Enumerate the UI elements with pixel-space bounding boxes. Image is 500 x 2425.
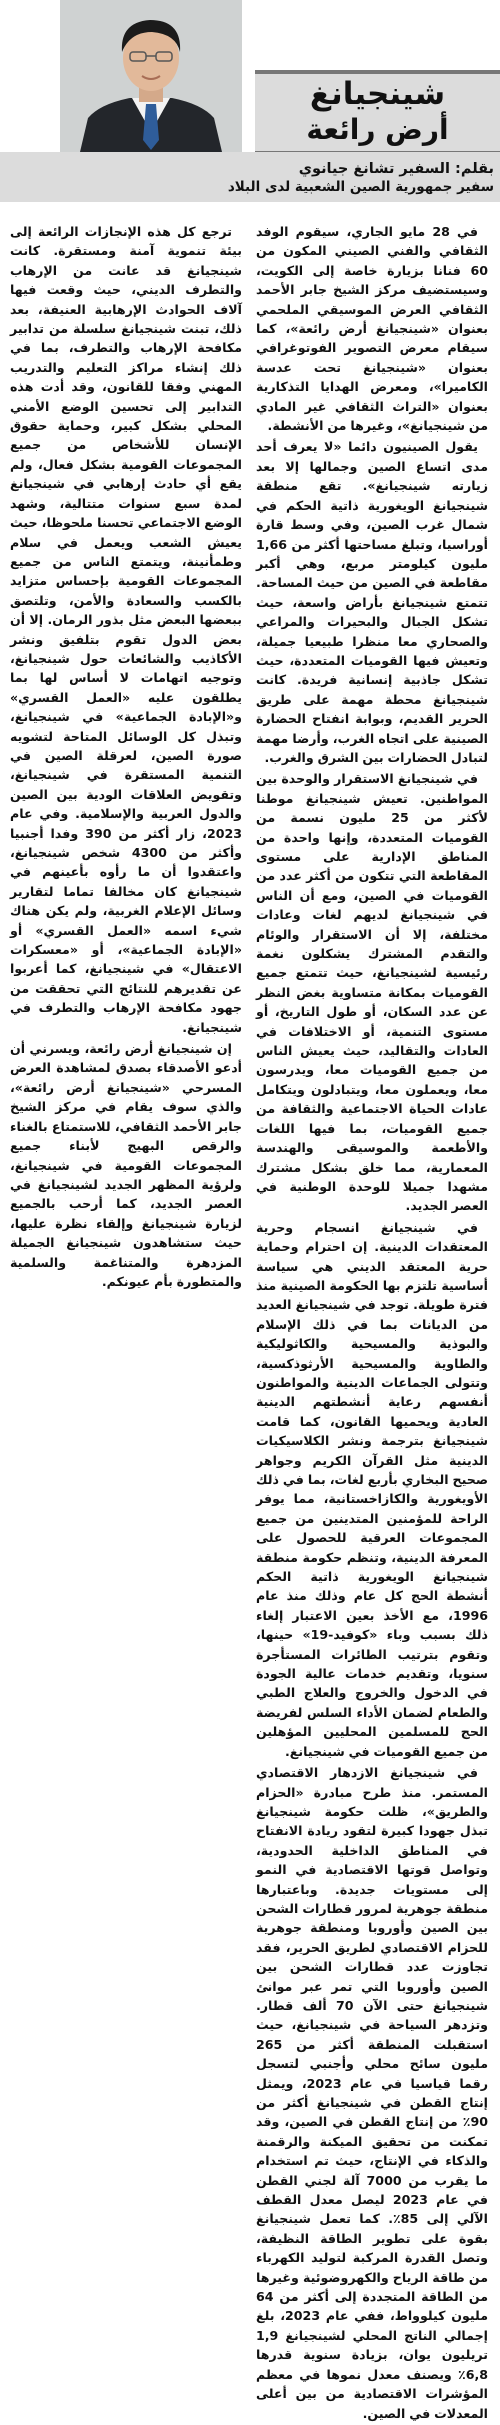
paragraph-security: ترجع كل هذه الإنجازات الرائعة إلى بيئة تنموية آمنة ومستقرة. كانت شينجيانغ قد عانت من الإرهاب والتطرف الديني، حيث وقعت فيها آلاف الحوادث الإرهابية العنيفة، بعد ذلك، تبنت شينجيانغ سلسلة من تدابير مكافحة الإرهاب والتطرف، بما في ذلك إنشاء مراكز التعليم والتدريب المهني وفقا للقانون، وقد أدت هذه التدابير إلى تحسين الوضع الأمني المحلي بشكل كبير، وحماية حقوق الإنسان للأشخاص من جميع المجموعات القومية بشكل فعال، ولم يقع أي حادث إرهابي في شينجيانغ لمدة سبع سنوات متتالية، وشهد الوضع الاجتماعي تحسنا ملحوظا، حيث يعيش الشعب ويعمل في سلام وطمأنينة، ويتمتع الناس من جميع المجموعات القومية بإحساس متزايد بالكسب والسعادة والأمن، وتلتصق ببعضها البعض مثل بذور الرمان. إلا أن بعض الدول تقوم بتلفيق ونشر الأكاذيب والشائعات حول شينجيانغ، وتوجيه اتهامات لا أساس لها بما يطلقون عليه «العمل القسري» و«الإبادة الجماعية» في شينجيانغ، وتبذل كل الوسائل المتاحة لتشويه صورة الصين، لعرقلة الصين في التنمية المستقرة في شينجيانغ، وتقويض العلاقات الودية بين الصين والدول العربية والإسلامية. وفي عام 2023، زار أكثر من 390 وفدا أجنبيا وأكثر من 4300 شخص شينجيانغ، واعتقدوا أن ما رأوه بأعينهم في شينجيانغ كان مخالفا تماما لتقارير وسائل الإعلام الغربية، ولم يكن هناك شيء اسمه «العمل القسري» أو «الإبادة الجماعية»، أو «معسكرات الاعتقال» في شينجيانغ، كما أعربوا عن تقديرهم للنتائج التي تحققت من جهود مكافحة الإرهاب والتطرف في شينجيانغ. bbox=[10, 224, 243, 1035]
byline-title: سفير جمهورية الصين الشعبية لدى البلاد bbox=[227, 179, 494, 195]
byline-author: بقلم: السفير تشانغ جيانوي bbox=[298, 161, 494, 177]
paragraph-religion: في شينجيانغ انسجام وحرية المعتقدات الدينية. إن احترام وحماية حرية المعتقد الديني هي سياسة أساسية تلتزم بها الحكومة الصينية منذ فترة طويلة. توجد في شينجيانغ العديد من الديانات بما في ذلك الإسلام والبوذية والمسيحية والكاثوليكية والطاوية والمسيحية الأرثوذكسية، وتتولى الجماعات الدينية والمواطنون أنفسهم رعاية أنشطتهم الدينية العادية ويحميها القانون، كما قامت شينجيانغ بترجمة ونشر الكلاسيكيات الدينية مثل القرآن الكريم وجواهر صحيح البخاري بأربع لغات، بما في ذلك الأويغورية والكازاخستانية، مما يوفر الراحة للمؤمنين المتدينين من جميع المجموعات العرقية للحصول على المعرفة الدينية، وتنظم حكومة منطقة شينجيانغ الويغورية ذاتية الحكم أنشطة الحج كل عام وذلك منذ عام 1996، مع الأخذ بعين الاعتبار إلغاء ذلك بسبب وباء «كوفيد-19» حينها، وتقوم بترتيب الطائرات المستأجرة سنويا، وتقديم خدمات عالية الجودة في الدخول والخروج والعلاج الطبي والطعام لضمان الأداء السلس لفريضة الحج للمسلمين المحليين المؤهلين من جميع القوميات في شينجيانغ. bbox=[256, 1219, 488, 1759]
paragraph-intro: في 28 مايو الجاري، سيقوم الوفد الثقافي والفني الصيني المكون من 60 فنانا بزيارة خاصة إلى الكويت، وسيستضيف مركز الشيخ جابر الأحمد الثقافي العرض الموسيقي الملحمي بعنوان «شينجيانغ أرض رائعة»، كما سيقام معرض التصوير الفوتوغرافي بعنوان «شينجيانغ تحت عدسة الكاميرا»، ومعرض الهدايا التذكارية بعنوان «التراث الثقافي غير المادي من شينجيانغ»، وغيرها من الأنشطة. bbox=[256, 224, 488, 434]
article-column-left bbox=[10, 222, 242, 1293]
article-column-right bbox=[256, 222, 488, 2425]
headline-line-1: شينجيانغ bbox=[309, 76, 446, 112]
paragraph-geography: يقول الصينيون دائما «لا يعرف أحد مدى اتساع الصين وجمالها إلا بعد زيارته شينجيانغ». تقع منطقة شينجيانغ الويغورية ذاتية الحكم في شمال غرب الصين، وفي وسط قارة أوراسيا، وتبلغ مساحتها أكثر من 1,66 مليون كيلومتر مربع، وهي أكبر مقاطعة في الصين من حيث المساحة. تتمتع شينجيانغ بأراض واسعة، حيث تشكل الجبال والبحيرات والمراعي والصحاري معا منظرا طبيعيا جميلة، وتعيش فيها القوميات المتعددة، حيث تشكل جاذبية إنسانية فريدة. كانت شينجيانغ محطة مهمة على طريق الحرير القديم، وبوابة انفتاح الحضارة الصينية على اتجاه الغرب، وأرضا مهمة لتبادل الحضارات بين الشرق والغرب. bbox=[256, 439, 488, 765]
byline bbox=[74, 160, 494, 196]
ambassador-portrait-icon bbox=[60, 0, 242, 152]
headline-box bbox=[255, 70, 500, 155]
paragraph-unity: في شينجيانغ الاستقرار والوحدة بين المواطنين. تعيش شينجيانغ موطنا لأكثر من 25 مليون نسمة من القوميات المتعددة، وإنها واحدة من المناطق الإدارية على مستوى المقاطعة التي تتكون من أكثر عدد من القوميات في الصين، ومع أن الناس في شينجيانغ لديهم لغات وعادات مختلفة، إلا أن الاستقرار والوئام والتقدم المشترك يشكلون نغمة رئيسية لشينجيانغ، حيث تتمتع جميع القوميات بمكانة متساوية بغض النظر عن عدد السكان، أو طول التاريخ، أو مستوى التنمية، أو الاختلافات في العادات والتقاليد، حيث يعيش الناس من جميع القوميات معا، ويدرسون معا، ويعملون معا، ويتبادلون ويتكامل عادات الحياة الاجتماعية والثقافة من جميع القوميات، بما فيها اللغات والأطعمة والموسيقى والهندسة المعمارية، مما خلق بشكل مشترك مشهدا جميلا للوحدة الوطنية في العصر الجديد. bbox=[256, 771, 488, 1214]
author-photo bbox=[60, 0, 242, 152]
paragraph-economy: في شينجيانغ الازدهار الاقتصادي المستمر. منذ طرح مبادرة «الحزام والطريق»، ظلت حكومة شينجيانغ تبذل جهودا كبيرة لتقود ريادة الانفتاح في المناطق الداخلية الحدودية، وتواصل قوتها الاقتصادية في النمو إلى مستويات جديدة. وباعتبارها منطقة جوهرية لمرور قطارات الشحن بين الصين وأوروبا ومنطقة جوهرية للحزام الاقتصادي لطريق الحرير، فقد تجاوزت عدد قطارات الشحن بين الصين وأوروبا التي تمر عبر موانئ شينجيانغ حتى الآن 70 ألف قطار. وتزدهر السياحة في شينجيانغ، حيث استقبلت المنطقة أكثر من 265 مليون سائح محلي وأجنبي لتسجل رقما قياسيا في عام 2023، ويمثل إنتاج القطن في شينجيانغ أكثر من 90٪ من إنتاج القطن في الصين، وقد تمكنت من تحقيق الميكنة والرقمنة والذكاء في الإنتاج، حيث تم استخدام ما يقرب من 7000 آلة لجني القطن في عام 2023 ليصل معدل القطف الآلي إلى 85٪. كما تعمل شينجيانغ بقوة على تطوير الطاقة النظيفة، وتصل القدرة المركبة لتوليد الكهرباء من طاقة الرياح والكهروضوئية وغيرها من الطاقة المتجددة إلى أكثر من 64 مليون كيلوواط، ففي عام 2023، بلغ إجمالي الناتج المحلي لشينجيانغ 1,9 تريليون يوان، بزيادة سنوية قدرها 6,8٪ ويصنف معدل نموها في معظم المؤشرات الاقتصادية من بين أعلى المعدلات في الصين. bbox=[256, 1765, 489, 2421]
paragraph-invitation: إن شينجيانغ أرض رائعة، ويسرني أن أدعو الأصدقاء بصدق لمشاهدة العرض المسرحي «شينجيانغ أرض رائعة»، والذي سوف يقام في مركز الشيخ جابر الأحمد الثقافي، للاستمتاع بالغناء والرقص البهيج لأبناء جميع المجموعات القومية في شينجيانغ، ولرؤية المظهر الجديد لشينجيانغ في العصر الجديد، كما أرحب بالجميع لزيارة شينجيانغ وإلقاء نظرة عليها، حيث ستشاهدون شينجيانغ الجميلة المزدهرة والمتناغمة والسلمية والمتطورة بأم عيونكم. bbox=[10, 1041, 242, 1289]
headline-line-2: أرض رائعة bbox=[306, 113, 449, 146]
